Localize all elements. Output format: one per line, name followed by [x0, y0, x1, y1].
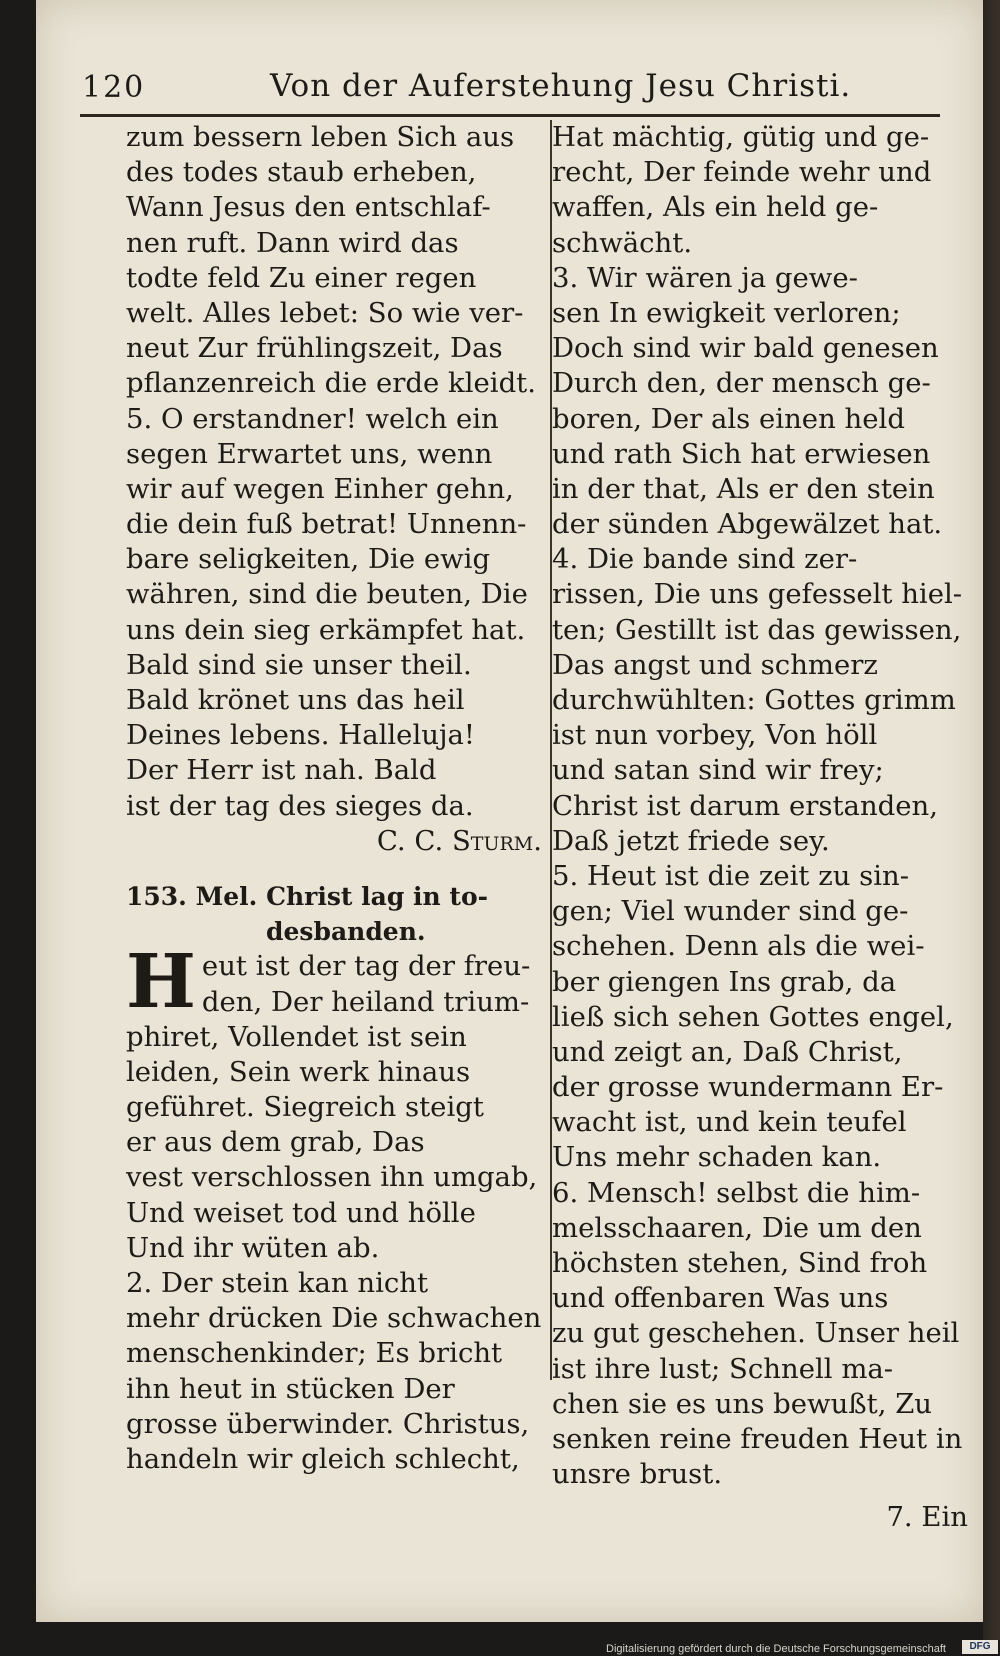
text-line: vest verschlossen ihn umgab,	[126, 1161, 538, 1194]
left-column-text-bottom	[126, 1020, 546, 1477]
text-line: ten; Gestillt ist das gewissen,	[552, 613, 962, 646]
text-line: zum bessern leben Sich aus	[126, 121, 515, 153]
text-line: schwächt.	[552, 226, 693, 259]
text-line: Hat mächtig, gütig und ge-	[552, 121, 930, 153]
text-line: pflanzenreich die erde kleidt.	[126, 367, 536, 400]
hymn-opening	[126, 939, 546, 1026]
right-column-text	[552, 120, 984, 1492]
text-line: Durch den, der mensch ge-	[552, 367, 931, 400]
text-line: welt. Alles lebet: So wie ver-	[126, 296, 524, 329]
text-line: 4. Die bande sind zer-	[552, 543, 858, 576]
text-line: ber giengen Ins grab, da	[552, 965, 897, 998]
text-line: Und ihr wüten ab.	[126, 1231, 380, 1264]
page-edge	[983, 0, 1000, 1640]
text-line: die dein fuß betrat! Unnenn-	[126, 508, 527, 541]
text-line: sen In ewigkeit verloren;	[552, 296, 901, 329]
text-line: melsschaaren, Die um den	[552, 1211, 922, 1244]
text-line: segen Erwartet uns, wenn	[126, 437, 493, 470]
text-line: höchsten stehen, Sind froh	[552, 1247, 928, 1279]
text-line: unsre brust.	[552, 1458, 723, 1491]
text-line: Bald krönet uns das heil	[126, 684, 465, 716]
text-line: ließ sich sehen Gottes engel,	[552, 1000, 954, 1033]
text-line: währen, sind die beuten, Die	[126, 578, 528, 611]
text-line: und zeigt an, Daß Christ,	[552, 1035, 903, 1068]
page-header	[80, 62, 940, 117]
text-line: er aus dem grab, Das	[126, 1126, 425, 1159]
text-line: grosse überwinder. Christus,	[126, 1407, 530, 1440]
text-line: waffen, Als ein held ge-	[552, 191, 879, 224]
drop-cap-initial: H	[126, 939, 196, 1026]
text-line: durchwühlten: Gottes grimm	[552, 684, 956, 716]
text-line: ist der tag des sieges da.	[126, 789, 474, 822]
text-line: und offenbaren Was uns	[552, 1282, 889, 1315]
text-line: bare seligkeiten, Die ewig	[126, 543, 491, 576]
text-line: Deines lebens. Halleluja!	[126, 719, 475, 752]
text-line: ist ihre lust; Schnell ma-	[552, 1352, 894, 1385]
text-line: wir auf wegen Einher gehn,	[126, 472, 514, 505]
text-line: Daß jetzt friede sey.	[552, 824, 830, 857]
text-line: ihn heut in stücken Der	[126, 1372, 455, 1405]
text-line: eut ist der tag der freu-	[201, 950, 531, 983]
catchword: 7. Ein	[886, 1501, 968, 1534]
text-line: nen ruft. Dann wird das	[126, 226, 459, 259]
text-line: phiret, Vollendet ist sein	[126, 1020, 467, 1053]
text-line: der sünden Abgewälzet hat.	[552, 508, 943, 541]
text-line: Das angst und schmerz	[552, 648, 878, 681]
text-line: in der that, Als er den stein	[552, 472, 935, 505]
text-line: Doch sind wir bald genesen	[552, 332, 939, 365]
text-line: Bald sind sie unser theil.	[126, 648, 472, 681]
text-line: todte feld Zu einer regen	[126, 261, 477, 294]
text-line: uns dein sieg erkämpfet hat.	[126, 613, 526, 646]
text-line: und satan sind wir frey;	[552, 754, 884, 787]
running-title: Von der Auferstehung Jesu Christi.	[270, 68, 852, 104]
text-line: zu gut geschehen. Unser heil	[552, 1317, 960, 1350]
text-line: recht, Der feinde wehr und	[552, 156, 932, 189]
left-column	[126, 120, 546, 1477]
text-line: geführet. Siegreich steigt	[126, 1091, 484, 1124]
text-line: den, Der heiland trium-	[201, 985, 530, 1018]
page-number: 120	[82, 70, 146, 105]
text-line: 3. Wir wären ja gewe-	[552, 261, 858, 294]
text-line: menschenkinder; Es bricht	[126, 1337, 503, 1370]
text-line: rissen, Die uns gefesselt hiel-	[552, 578, 963, 611]
text-line: Christ ist darum erstanden,	[552, 789, 938, 822]
text-line: mehr drücken Die schwachen	[126, 1302, 542, 1335]
hymn-heading-continued: desbanden.	[266, 917, 426, 947]
text-line: schehen. Denn als die wei-	[552, 930, 925, 963]
text-line: Uns mehr schaden kan.	[552, 1141, 882, 1174]
dfg-logo: DFG	[962, 1640, 998, 1654]
text-line: Und weiset tod und hölle	[126, 1196, 476, 1229]
text-line: handeln wir gleich schlecht,	[126, 1442, 520, 1475]
text-line: leiden, Sein werk hinaus	[126, 1055, 471, 1088]
text-line: und rath Sich hat erwiesen	[552, 437, 931, 470]
hymn-author: C. C. Sturm.	[376, 824, 542, 857]
text-line: 6. Mensch! selbst die him-	[552, 1176, 921, 1209]
text-line: Der Herr ist nah. Bald	[126, 754, 437, 787]
text-line: senken reine freuden Heut in	[552, 1422, 963, 1455]
text-line: gen; Viel wunder sind ge-	[552, 895, 909, 928]
text-line: 5. O erstandner! welch ein	[126, 402, 499, 435]
text-line: 2. Der stein kan nicht	[126, 1267, 429, 1300]
hymn-heading: 153. Mel. Christ lag in to-	[126, 881, 488, 911]
text-line: neut Zur frühlingszeit, Das	[126, 332, 503, 365]
digitization-credit: Digitalisierung gefördert durch die Deutsche Forschungsgemeinschaft	[606, 1643, 946, 1655]
text-line: boren, Der als einen held	[552, 402, 905, 435]
right-column	[552, 120, 984, 1536]
text-line: Wann Jesus den entschlaf-	[126, 191, 491, 224]
text-line: 5. Heut ist die zeit zu sin-	[552, 859, 910, 892]
text-line: ist nun vorbey, Von höll	[552, 719, 878, 752]
text-line: des todes staub erheben,	[126, 156, 477, 189]
text-line: wacht ist, und kein teufel	[552, 1106, 907, 1139]
left-column-text-top	[126, 120, 546, 824]
text-line: chen sie es uns bewußt, Zu	[552, 1387, 933, 1420]
text-line: der grosse wundermann Er-	[552, 1071, 944, 1104]
